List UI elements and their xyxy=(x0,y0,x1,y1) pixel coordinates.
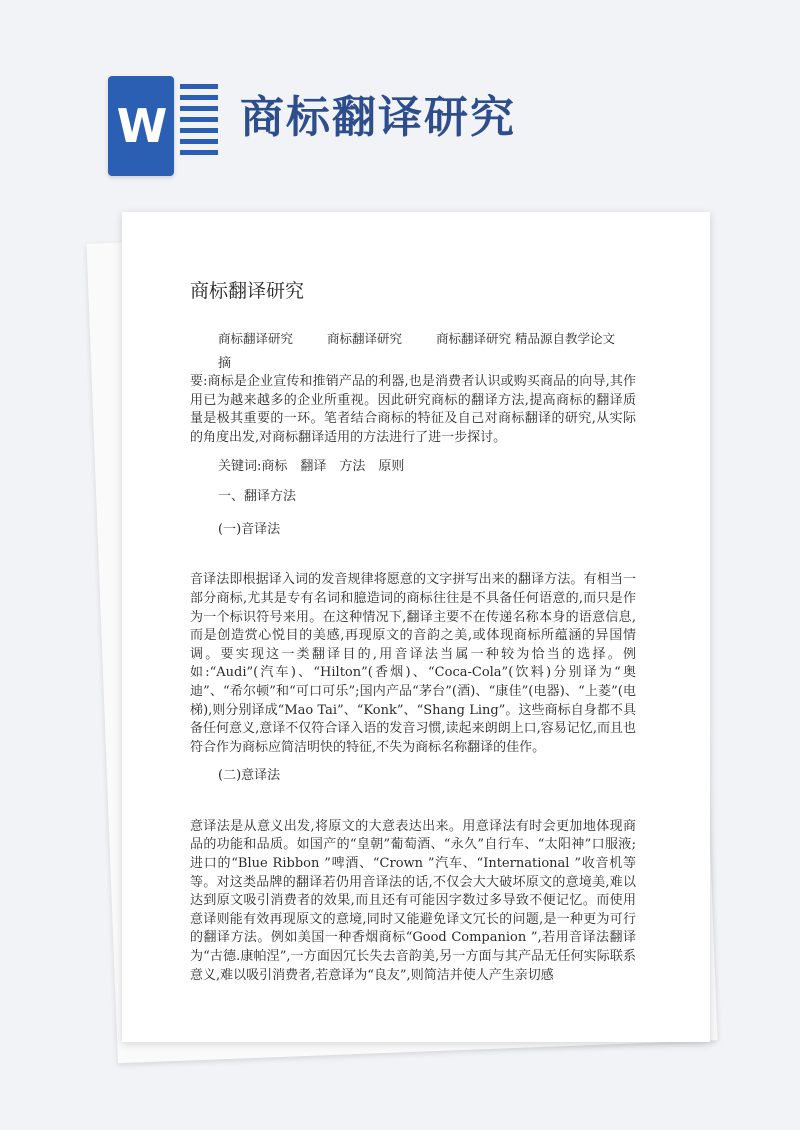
document-content xyxy=(190,278,636,995)
document-page xyxy=(122,212,710,1042)
subtitle-item: 商标翻译研究 xyxy=(327,331,403,346)
abstract-head: 摘 xyxy=(218,355,232,371)
page-header xyxy=(0,0,800,200)
subtitle-item: 商标翻译研究 xyxy=(218,331,294,346)
word-letter: W xyxy=(116,99,168,153)
word-tile xyxy=(108,76,174,176)
document-title: 商标翻译研究 xyxy=(190,280,305,302)
subtitle-row xyxy=(190,330,636,349)
section-heading: 一、翻译方法 xyxy=(218,489,297,505)
body-paragraph: 意译法是从意义出发,将原文的大意表达出来。用意译法有时会更加地体现商品的功能和品质。如国产的“皇朝”葡萄酒、“永久”自行车、“太阳神”口服液;进口的“Blue Ribbon ”啤酒、“Crown ”汽车、“International ”收音机等等。对这类品牌的翻译若仍用音译法的话,不仅会大大破坏原文的意境美,难以达到原文吸引消费者的效果,而且还有可能因字数过多导致不便记忆。而使用意译则能有效再现原文的意境,同时又能避免译文冗长的问题,是一种更为可行的翻译方法。例如美国一种香烟商标“Good Companion ”,若用音译法翻译为“古德.康帕涅”,一方面因冗长失去音韵美,另一方面与其产品无任何实际联系意义,难以吸引消费者,若意译为“良友”,则简洁并使人产生亲切感 xyxy=(190,818,636,983)
subsection-heading: (二)意译法 xyxy=(218,768,281,784)
subsection-heading: (一)音译法 xyxy=(218,521,281,537)
subtitle-item: 商标翻译研究 精品源自教学论文 xyxy=(436,331,616,346)
keywords-line: 关键词:商标 翻译 方法 原则 xyxy=(218,458,405,474)
header-title: 商标翻译研究 xyxy=(240,92,516,143)
word-document-icon xyxy=(108,76,218,176)
word-lines-icon xyxy=(180,84,218,170)
body-paragraph: 音译法即根据译入词的发音规律将愿意的文字拼写出来的翻译方法。有相当一部分商标,尤其是专有名词和臆造词的商标往往是不具备任何语意的,而只是作为一个标识符号来用。在这种情况下,翻译主要不在传递名称本身的语意信息,而是创造赏心悦目的美感,再现原文的音韵之美,或体现商标所蕴涵的异国情调。要实现这一类翻译目的,用音译法当属一种较为恰当的选择。例如:“Audi”(汽车)、“Hilton”(香烟)、“Coca-Cola”(饮料)分别译为“奥迪”、“希尔顿”和“可口可乐”;国内产品“茅台”(酒)、“康佳”(电器)、“上菱”(电梯),则分别译成“Mao Tai”、“Konk”、“Shang Ling”。这些商标自身都不具备任何意义,意译不仅符合译入语的发音习惯,读起来朗朗上口,容易记忆,而且也符合作为商标应简洁明快的特征,不失为商标名称翻译的佳作。 xyxy=(190,572,636,755)
abstract-paragraph: 要:商标是企业宣传和推销产品的利器,也是消费者认识或购买商品的向导,其作用已为越来越多的企业所重视。因此研究商标的翻译方法,提高商标的翻译质量是极其重要的一环。笔者结合商标的特征及自己对商标翻译的研究,从实际的角度出发,对商标翻译适用的方法进行了进一步探讨。 xyxy=(190,374,636,445)
